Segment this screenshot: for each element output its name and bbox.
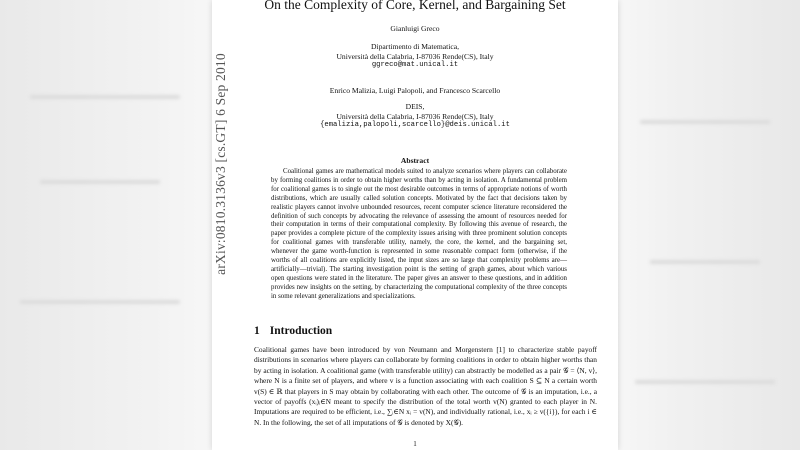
abstract-heading: Abstract (400, 156, 430, 165)
page-number: 1 (413, 440, 417, 448)
author1-email: ggreco@mat.unical.it (371, 61, 459, 70)
section-title: Introduction (269, 325, 333, 337)
section-heading (254, 325, 332, 337)
abstract-text: Coalitional games are mathematical models suited to analyze scenarios where players can collaborate by forming coalitions in order to obtain higher worths than by acting in isolation. A fundamental problem for coalitional games is to single out the most desirable outcomes in terms of appropriate notions of worth distributions, which are usually called solution concepts. Motivated by the fact that decisions taken by realistic players cannot involve unbounded resources, recent computer science literature reconsidered the definition of such concepts by advocating the relevance of assessing the amount of resources needed for their computation in terms of their computational complexity. By following this avenue of research, the paper provides a complete picture of the complexity issues arising with three prominent solution concepts for coalitional games with transferable utility, namely, the core, the kernel, and the bargaining set, whenever the game worth-function is represented in some reasonable compact form (otherwise, if the worths of all coalitions are explicitly listed, the input sizes are so large that complexity problems are—artificially—trivial). The starting investigation point is the setting of graph games, about which various open questions were stated in the literature. The paper gives an answer to these questions, and in addition provides new insights on the setting, by characterizing the computational complexity of the three concepts in some relevant generalizations and specializations. (271, 168, 567, 300)
author1-inst: Università della Calabria, I-87036 Rende(CS), Italy (336, 51, 494, 61)
author2-names: Enrico Malizia, Luigi Palopoli, and Francesco Scarcello (329, 86, 501, 95)
author1-name: Gianluigi Greco (390, 24, 440, 33)
paper-title: On the Complexity of Core, Kernel, and Bargaining Set (264, 0, 566, 12)
background-ghost-line (640, 120, 770, 124)
background-ghost-line (650, 260, 760, 264)
section-number: 1 (254, 325, 260, 337)
author1-dept: Dipartimento di Matematica, (371, 41, 459, 51)
arxiv-id: arXiv:0810.3136v3 [cs.GT] 6 Sep 2010 (213, 53, 228, 275)
author2-dept: DEIS, (405, 101, 425, 111)
author1-block (212, 24, 618, 71)
author2-block (212, 86, 618, 131)
left-blurred-background (0, 0, 215, 450)
author2-inst: Università della Calabria, I-87036 Rende(CS), Italy (336, 111, 494, 121)
author2-email: {emalizia,palopoli,scarcello}@deis.unical.it (320, 121, 510, 130)
background-ghost-line (20, 300, 180, 304)
background-ghost-line (30, 95, 180, 99)
introduction-paragraph: Coalitional games have been introduced by von Neumann and Morgenstern [1] to characterize stable payoff distributions in scenarios where players can collaborate by forming coalitions in order to obtain higher worths than by acting in isolation. A coalitional game (with transferable utility) can abstractly be modelled as a pair 𝒢 = ⟨N, v⟩, where N is a finite set of players, and where v is a function associating with each coalition S ⊆ N a certain worth v(S) ∈ ℝ that players in S may obtain by collaborating with each other. The outcome of 𝒢 is an imputation, i.e., a vector of payoffs (xᵢ)ᵢ∈N meant to specify the distribution of the total worth v(N) granted to each player in N. Imputations are required to be efficient, i.e., ∑ᵢ∈N xᵢ = v(N), and individually rational, i.e., xᵢ ≥ v({i}), for each i ∈ N. In the following, the set of all imputations of 𝒢 is denoted by X(𝒢). (254, 345, 597, 427)
background-ghost-line (40, 180, 160, 184)
background-ghost-line (635, 380, 775, 384)
